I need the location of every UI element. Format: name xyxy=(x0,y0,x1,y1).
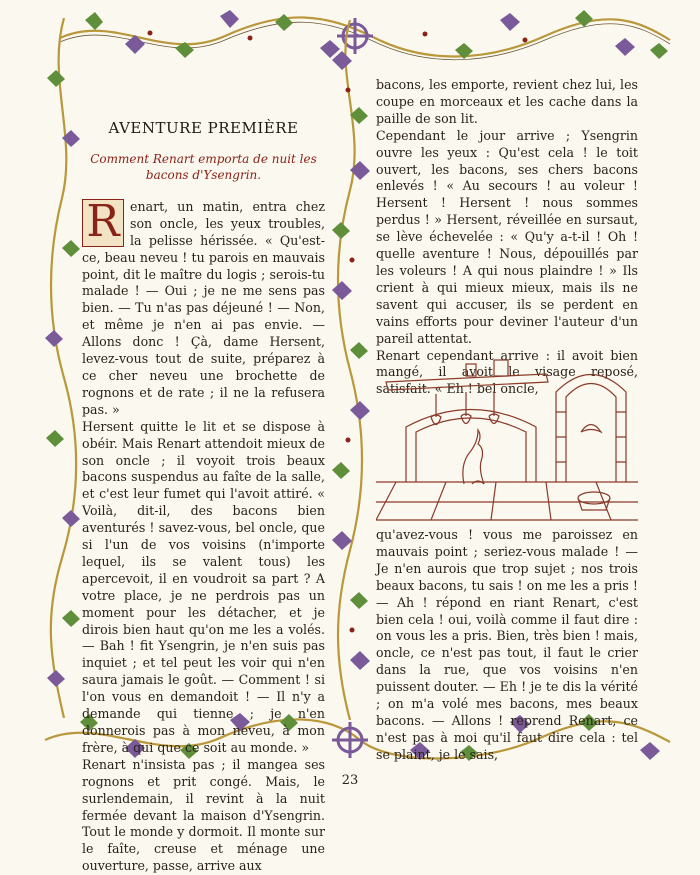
paragraph-text: enart, un matin, entra chez son oncle, les yeux troubles, la pelisse hérissée. « Qu'est-ce, beau neveu ! tu parois en mauvais point, dit le maître du logis ; serois-tu malade ! — Oui ; je ne me sens pas bien. — Tu n'as pas déjeuné ! — Non, et même je n'en ai pas envie. — Allons donc ! Çà, dame Hersent, levez-vous tout de suite, préparez à ce cher neveu une brochette de rognons et de rate ; il ne la refusera pas. » xyxy=(82,198,325,417)
right-text-column-top xyxy=(376,77,638,398)
chapter-subtitle: Comment Renart emporta de nuit les bacons d'Ysengrin. xyxy=(90,151,317,182)
paragraph: qu'avez-vous ! vous me paroissez en mauvais point ; seriez-vous malade ! — Je n'en aurois que trop sujet ; nos trois beaux bacons, tu sais ! on me les a pris ! — Ah ! répond en riant Renart, c'est bien cela ! oui, voilà comme il faut dire : on vous les a pris. Bien, très bien ! mais, oncle, ce n'est pas tout, il faut le crier dans la rue, que vos voisins n'en puissent douter. — Eh ! je te dis la vérité ; on m'a volé mes bacons, mes beaux bacons. — Allons ! reprend Renart, ce n'est pas à moi qu'il faut dire cela : tel se plaint, je le sais, xyxy=(376,527,638,762)
illuminated-initial xyxy=(82,195,124,247)
left-text-column xyxy=(82,120,325,875)
dropcap-letter: R xyxy=(86,195,120,247)
right-text-column-bottom xyxy=(376,527,638,764)
paragraph: Cependant le jour arrive ; Ysengrin ouvre les yeux : Qu'est cela ! le toit ouvert, les bacons, ses chers bacons enlevés ! « Au secours ! au voleur ! Hersent ! Hersent ! nous sommes perdus ! » Hersent, réveillée en sursaut, se lève échevelée : « Qu'y a-t-il ! Oh ! quelle aventure ! Nous, dépouillés par les voleurs ! A qui nous plaindre ! » Ils crient à qui mieux mieux, mais ils ne savent qui accuser, ils se perdent en vains efforts pour deviner l'auteur d'un pareil attentat. xyxy=(376,127,638,346)
page-number: 23 xyxy=(341,773,359,788)
left-vine-border xyxy=(42,18,82,718)
kitchen-illustration xyxy=(376,352,638,522)
paragraph xyxy=(82,195,325,419)
paragraph: Renart cependant arrive : il avoit bien mangé, il avoit le visage reposé, satisfait. « Eh ! bel oncle, xyxy=(376,347,638,397)
paragraph: Renart n'insista pas ; il mangea ses rognons et prit congé. Mais, le surlendemain, il revint à la nuit fermée devant la maison d'Ysengrin. Tout le monde y dormoit. Il monte sur le faîte, creuse et ménage une ouverture, passe, arrive aux xyxy=(82,756,325,874)
center-vine-border xyxy=(328,20,372,720)
paragraph: bacons, les emporte, revient chez lui, les coupe en morceaux et les cache dans la paille de son lit. xyxy=(376,77,638,126)
chapter-title: AVENTURE PREMIÈRE xyxy=(108,119,299,137)
paragraph: Hersent quitte le lit et se dispose à obéir. Mais Renart attendoit mieux de son oncle ; il voyoit trois beaux bacons suspendus au faîte de la salle, et c'est leur fumet qui l'avoit attiré. « Voilà, dit-il, des bacons bien aventurés ! savez-vous, bel oncle, que si l'un de vos voisins (n'importe lequel, ils se valent tous) les apercevoit, il en voudroit sa part ? A votre place, je ne perdrois pas un moment pour les détacher, et je dirois bien haut qu'on me les a volés. — Bah ! fit Ysengrin, je n'en suis pas inquiet ; et tel peut les voir qui n'en saura jamais le goût. — Comment ! si l'on vous en demandoit ! — Il n'y a demande qui tienne ; je n'en donnerois pas à mon neveu, à mon frère, à qui que ce soit au monde. » xyxy=(82,418,325,755)
